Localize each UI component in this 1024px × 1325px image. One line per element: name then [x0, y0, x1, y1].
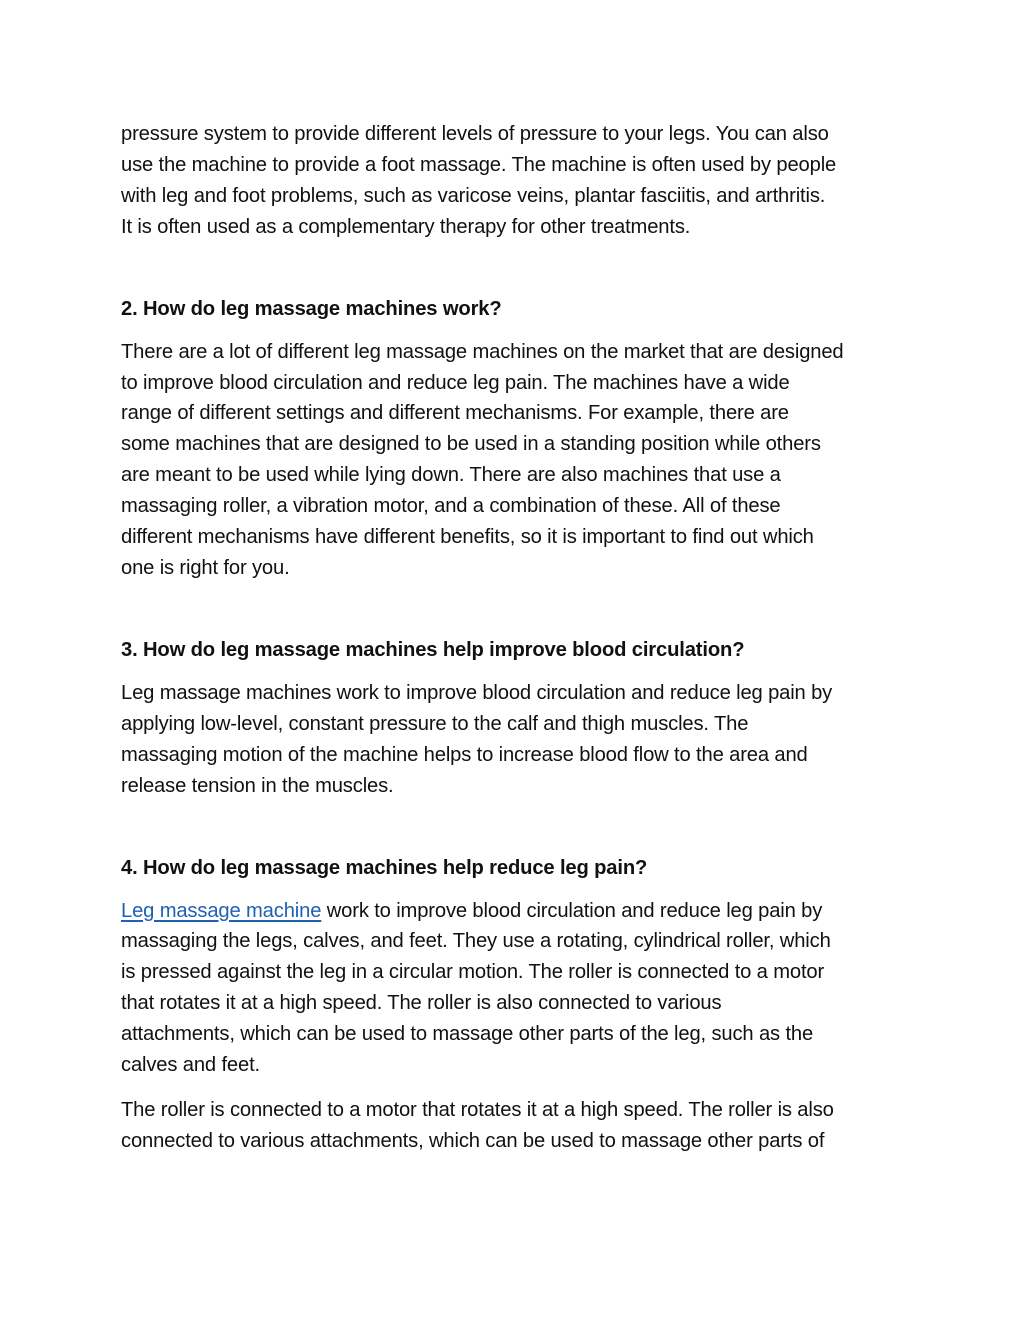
section-2-heading: 2. How do leg massage machines work?	[121, 297, 502, 320]
section-4-heading: 4. How do leg massage machines help reduce leg pain?	[121, 856, 648, 879]
section-2-paragraph	[121, 337, 911, 584]
paragraph-line: range of different settings and different mechanisms. For example, there are	[121, 402, 789, 425]
paragraph-line: some machines that are designed to be used in a standing position while others	[121, 433, 821, 456]
paragraph-line: calves and feet.	[121, 1054, 261, 1077]
section-3-heading: 3. How do leg massage machines help improve blood circulation?	[121, 638, 745, 661]
paragraph-line: use the machine to provide a foot massage. The machine is often used by people	[121, 153, 837, 176]
paragraph-line: massaging roller, a vibration motor, and a combination of these. All of these	[121, 495, 781, 518]
paragraph-line: are meant to be used while lying down. There are also machines that use a	[121, 464, 781, 487]
paragraph-line: that rotates it at a high speed. The roller is also connected to various	[121, 992, 722, 1015]
paragraph-line: is pressed against the leg in a circular motion. The roller is connected to a motor	[121, 961, 825, 984]
paragraph-line: attachments, which can be used to massage other parts of the leg, such as the	[121, 1023, 814, 1046]
paragraph-line: Leg massage machines work to improve blood circulation and reduce leg pain by	[121, 681, 833, 704]
paragraph-line: massaging motion of the machine helps to increase blood flow to the area and	[121, 743, 808, 766]
paragraph-line	[121, 896, 911, 927]
paragraph-line: to improve blood circulation and reduce leg pain. The machines have a wide	[121, 371, 790, 394]
intro-paragraph	[121, 119, 911, 243]
paragraph-line: applying low-level, constant pressure to the calf and thigh muscles. The	[121, 712, 749, 735]
paragraph-line: pressure system to provide different levels of pressure to your legs. You can also	[121, 123, 829, 145]
paragraph-line: with leg and foot problems, such as varicose veins, plantar fasciitis, and arthritis.	[121, 184, 826, 207]
paragraph-line: one is right for you.	[121, 556, 290, 579]
paragraph-line: It is often used as a complementary therapy for other treatments.	[121, 215, 691, 238]
paragraph-line: massaging the legs, calves, and feet. They use a rotating, cylindrical roller, which	[121, 930, 831, 953]
section-3-paragraph	[121, 678, 911, 802]
paragraph-line: There are a lot of different leg massage machines on the market that are designed	[121, 340, 844, 363]
document-page	[121, 119, 911, 1157]
paragraph-line-rest: work to improve blood circulation and reduce leg pain by	[321, 899, 823, 922]
paragraph-line: The roller is connected to a motor that rotates it at a high speed. The roller is also	[121, 1098, 834, 1121]
paragraph-line: connected to various attachments, which can be used to massage other parts of	[121, 1129, 825, 1152]
section-4-paragraph	[121, 896, 911, 1081]
paragraph-line: release tension in the muscles.	[121, 774, 394, 797]
paragraph-line: different mechanisms have different benefits, so it is important to find out which	[121, 526, 814, 549]
leg-massage-machine-link[interactable]: Leg massage machine	[121, 899, 322, 922]
section-4-paragraph-2	[121, 1095, 911, 1157]
